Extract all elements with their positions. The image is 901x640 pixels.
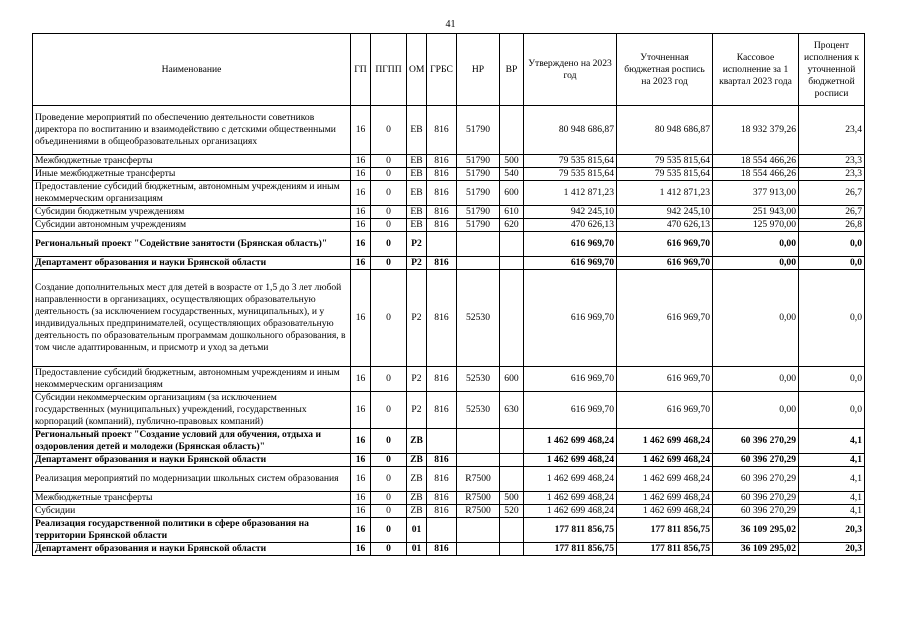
cell-nr: R7500 [457,492,500,505]
header-name: Наименование [33,34,351,106]
cell-om: ЕВ [407,155,427,168]
cell-refined: 1 462 699 468,24 [617,492,713,505]
table-row [33,206,865,219]
cell-refined: 1 462 699 468,24 [617,505,713,518]
cell-nr: 51790 [457,206,500,219]
cell-om: 01 [407,518,427,543]
cell-gp: 16 [351,429,371,454]
cell-percent: 26,7 [799,206,865,219]
cell-name: Иные межбюджетные трансферты [33,168,351,181]
table-header-row [33,34,865,106]
cell-nr [457,454,500,467]
cell-vr: 600 [500,181,524,206]
cell-name: Создание дополнительных мест для детей в возрасте от 1,5 до 3 лет любой направленности в организациях, осуществляющих образовательную деятельность (за исключением государственных, муниципальных), и у индивидуальных предпринимателей, осуществляющих образовательную деятельность по образовательным программам дошкольного образования, в том числе адаптированным, и присмотр и уход за детьми [33,270,351,367]
cell-approved: 470 626,13 [524,219,617,232]
cell-cash: 60 396 270,29 [713,429,799,454]
cell-percent: 4,1 [799,429,865,454]
cell-vr [500,543,524,556]
cell-nr: 51790 [457,168,500,181]
cell-grbs: 816 [427,106,457,155]
cell-refined: 79 535 815,64 [617,155,713,168]
cell-name: Реализация государственной политики в сфере образования на территории Брянской области [33,518,351,543]
cell-approved: 1 462 699 468,24 [524,454,617,467]
cell-refined: 616 969,70 [617,367,713,392]
cell-nr [457,543,500,556]
cell-approved: 616 969,70 [524,257,617,270]
cell-name: Межбюджетные трансферты [33,155,351,168]
table-row [33,367,865,392]
cell-om: Р2 [407,392,427,429]
cell-name: Субсидии автономным учреждениям [33,219,351,232]
cell-cash: 251 943,00 [713,206,799,219]
cell-percent: 4,1 [799,492,865,505]
cell-grbs: 816 [427,219,457,232]
cell-percent: 0,0 [799,270,865,367]
cell-vr: 620 [500,219,524,232]
cell-vr: 500 [500,492,524,505]
cell-ppgp: 0 [371,181,407,206]
cell-name: Проведение мероприятий по обеспечению деятельности советников директора по воспитанию и взаимодействию с детскими общественными объединениями в общеобразовательных организациях [33,106,351,155]
cell-refined: 79 535 815,64 [617,168,713,181]
cell-approved: 79 535 815,64 [524,168,617,181]
cell-nr: R7500 [457,467,500,492]
cell-cash: 60 396 270,29 [713,505,799,518]
cell-vr: 540 [500,168,524,181]
budget-execution-table [32,33,865,556]
cell-refined: 1 412 871,23 [617,181,713,206]
cell-grbs: 816 [427,155,457,168]
cell-om: Р2 [407,257,427,270]
cell-refined: 942 245,10 [617,206,713,219]
cell-nr [457,518,500,543]
header-ppgp: ПГПП [371,34,407,106]
cell-approved: 80 948 686,87 [524,106,617,155]
cell-vr [500,454,524,467]
cell-vr: 610 [500,206,524,219]
cell-approved: 79 535 815,64 [524,155,617,168]
cell-percent: 0,0 [799,367,865,392]
table-row [33,257,865,270]
table-body [33,106,865,556]
cell-gp: 16 [351,206,371,219]
cell-nr [457,232,500,257]
cell-vr [500,518,524,543]
cell-gp: 16 [351,257,371,270]
cell-grbs: 816 [427,467,457,492]
cell-gp: 16 [351,232,371,257]
cell-grbs [427,518,457,543]
cell-name: Предоставление субсидий бюджетным, автономным учреждениям и иным некоммерческим организациям [33,181,351,206]
cell-cash: 60 396 270,29 [713,454,799,467]
cell-grbs: 816 [427,367,457,392]
cell-nr: 52530 [457,367,500,392]
table-row [33,181,865,206]
cell-percent: 0,0 [799,392,865,429]
cell-ppgp: 0 [371,518,407,543]
cell-cash: 18 932 379,26 [713,106,799,155]
cell-ppgp: 0 [371,232,407,257]
cell-refined: 1 462 699 468,24 [617,454,713,467]
cell-approved: 616 969,70 [524,232,617,257]
cell-om: ZB [407,505,427,518]
cell-ppgp: 0 [371,467,407,492]
cell-percent: 4,1 [799,467,865,492]
cell-grbs: 816 [427,392,457,429]
cell-name: Субсидии некоммерческим организациям (за исключением государственных (муниципальных) учреждений, государственных корпораций (компаний), публично-правовых компаний) [33,392,351,429]
cell-ppgp: 0 [371,392,407,429]
cell-vr: 500 [500,155,524,168]
cell-percent: 4,1 [799,505,865,518]
cell-approved: 616 969,70 [524,270,617,367]
cell-name: Департамент образования и науки Брянской области [33,454,351,467]
cell-ppgp: 0 [371,168,407,181]
cell-om: ЕВ [407,106,427,155]
cell-cash: 0,00 [713,270,799,367]
cell-percent: 23,3 [799,168,865,181]
cell-name: Региональный проект "Содействие занятости (Брянская область)" [33,232,351,257]
cell-approved: 616 969,70 [524,392,617,429]
cell-gp: 16 [351,467,371,492]
cell-cash: 60 396 270,29 [713,467,799,492]
cell-ppgp: 0 [371,543,407,556]
header-om: ОМ [407,34,427,106]
cell-gp: 16 [351,392,371,429]
cell-refined: 616 969,70 [617,257,713,270]
cell-name: Субсидии [33,505,351,518]
cell-vr: 600 [500,367,524,392]
page-number: 41 [445,19,456,30]
cell-vr [500,106,524,155]
cell-grbs [427,232,457,257]
cell-percent: 20,3 [799,543,865,556]
cell-approved: 1 462 699 468,24 [524,492,617,505]
cell-cash: 60 396 270,29 [713,492,799,505]
cell-grbs: 816 [427,270,457,367]
cell-ppgp: 0 [371,257,407,270]
cell-cash: 0,00 [713,367,799,392]
cell-refined: 1 462 699 468,24 [617,467,713,492]
cell-ppgp: 0 [371,106,407,155]
cell-percent: 0,0 [799,257,865,270]
cell-grbs: 816 [427,505,457,518]
cell-ppgp: 0 [371,219,407,232]
cell-percent: 26,7 [799,181,865,206]
cell-gp: 16 [351,505,371,518]
cell-cash: 36 109 295,02 [713,543,799,556]
cell-grbs: 816 [427,181,457,206]
cell-ppgp: 0 [371,429,407,454]
cell-cash: 377 913,00 [713,181,799,206]
cell-name: Реализация мероприятий по модернизации школьных систем образования [33,467,351,492]
header-percent: Процент исполнения к уточненной бюджетной росписи [799,34,865,106]
cell-gp: 16 [351,219,371,232]
cell-percent: 4,1 [799,454,865,467]
cell-om: Р2 [407,270,427,367]
cell-refined: 177 811 856,75 [617,543,713,556]
header-cash: Кассовое исполнение за 1 квартал 2023 года [713,34,799,106]
cell-approved: 942 245,10 [524,206,617,219]
table-row [33,454,865,467]
cell-name: Предоставление субсидий бюджетным, автономным учреждениям и иным некоммерческим организациям [33,367,351,392]
cell-ppgp: 0 [371,454,407,467]
cell-ppgp: 0 [371,206,407,219]
cell-ppgp: 0 [371,505,407,518]
table-row [33,219,865,232]
cell-vr [500,232,524,257]
cell-name: Департамент образования и науки Брянской области [33,257,351,270]
cell-om: ЕВ [407,206,427,219]
cell-om: Р2 [407,367,427,392]
cell-approved: 177 811 856,75 [524,518,617,543]
table-row [33,429,865,454]
cell-gp: 16 [351,168,371,181]
table-row [33,106,865,155]
cell-om: ZB [407,467,427,492]
table-row [33,505,865,518]
cell-cash: 18 554 466,26 [713,155,799,168]
cell-nr: R7500 [457,505,500,518]
cell-vr [500,270,524,367]
cell-cash: 0,00 [713,232,799,257]
cell-nr [457,429,500,454]
table-row [33,155,865,168]
cell-vr [500,467,524,492]
cell-gp: 16 [351,454,371,467]
cell-approved: 1 412 871,23 [524,181,617,206]
cell-grbs: 816 [427,543,457,556]
cell-ppgp: 0 [371,492,407,505]
cell-name: Региональный проект "Создание условий для обучения, отдыха и оздоровления детей и молодежи (Брянская область)" [33,429,351,454]
cell-approved: 616 969,70 [524,367,617,392]
cell-om: ЕВ [407,181,427,206]
cell-cash: 18 554 466,26 [713,168,799,181]
cell-nr: 51790 [457,106,500,155]
cell-refined: 470 626,13 [617,219,713,232]
cell-percent: 23,3 [799,155,865,168]
cell-approved: 1 462 699 468,24 [524,467,617,492]
cell-name: Департамент образования и науки Брянской области [33,543,351,556]
cell-gp: 16 [351,106,371,155]
cell-gp: 16 [351,543,371,556]
cell-nr [457,257,500,270]
cell-cash: 0,00 [713,392,799,429]
cell-om: Р2 [407,232,427,257]
header-vr: ВР [500,34,524,106]
table-row [33,168,865,181]
header-grbs: ГРБС [427,34,457,106]
cell-cash: 0,00 [713,257,799,270]
table-row [33,392,865,429]
header-gp: ГП [351,34,371,106]
cell-approved: 177 811 856,75 [524,543,617,556]
cell-grbs: 816 [427,257,457,270]
cell-nr: 52530 [457,392,500,429]
table-row [33,492,865,505]
cell-gp: 16 [351,367,371,392]
cell-cash: 125 970,00 [713,219,799,232]
cell-vr [500,429,524,454]
header-approved: Утверждено на 2023 год [524,34,617,106]
cell-nr: 51790 [457,219,500,232]
cell-gp: 16 [351,155,371,168]
cell-name: Субсидии бюджетным учреждениям [33,206,351,219]
cell-om: ЕВ [407,219,427,232]
cell-percent: 23,4 [799,106,865,155]
cell-grbs [427,429,457,454]
table-row [33,467,865,492]
cell-refined: 616 969,70 [617,392,713,429]
cell-nr: 51790 [457,155,500,168]
cell-refined: 80 948 686,87 [617,106,713,155]
cell-nr: 52530 [457,270,500,367]
cell-om: ЕВ [407,168,427,181]
cell-percent: 26,8 [799,219,865,232]
cell-om: 01 [407,543,427,556]
header-refined: Уточненная бюджетная роспись на 2023 год [617,34,713,106]
cell-nr: 51790 [457,181,500,206]
cell-refined: 616 969,70 [617,270,713,367]
table-row [33,543,865,556]
cell-om: ZB [407,454,427,467]
cell-grbs: 816 [427,492,457,505]
cell-approved: 1 462 699 468,24 [524,429,617,454]
cell-grbs: 816 [427,206,457,219]
cell-ppgp: 0 [371,155,407,168]
cell-gp: 16 [351,518,371,543]
table-row [33,518,865,543]
cell-om: ZB [407,492,427,505]
cell-grbs: 816 [427,454,457,467]
cell-vr [500,257,524,270]
table-row [33,270,865,367]
cell-refined: 1 462 699 468,24 [617,429,713,454]
cell-percent: 0,0 [799,232,865,257]
cell-vr: 630 [500,392,524,429]
cell-cash: 36 109 295,02 [713,518,799,543]
header-nr: НР [457,34,500,106]
cell-refined: 177 811 856,75 [617,518,713,543]
cell-ppgp: 0 [371,367,407,392]
cell-gp: 16 [351,270,371,367]
cell-ppgp: 0 [371,270,407,367]
cell-name: Межбюджетные трансферты [33,492,351,505]
cell-percent: 20,3 [799,518,865,543]
cell-gp: 16 [351,181,371,206]
cell-gp: 16 [351,492,371,505]
table-row [33,232,865,257]
cell-om: ZB [407,429,427,454]
cell-vr: 520 [500,505,524,518]
cell-approved: 1 462 699 468,24 [524,505,617,518]
cell-grbs: 816 [427,168,457,181]
cell-refined: 616 969,70 [617,232,713,257]
